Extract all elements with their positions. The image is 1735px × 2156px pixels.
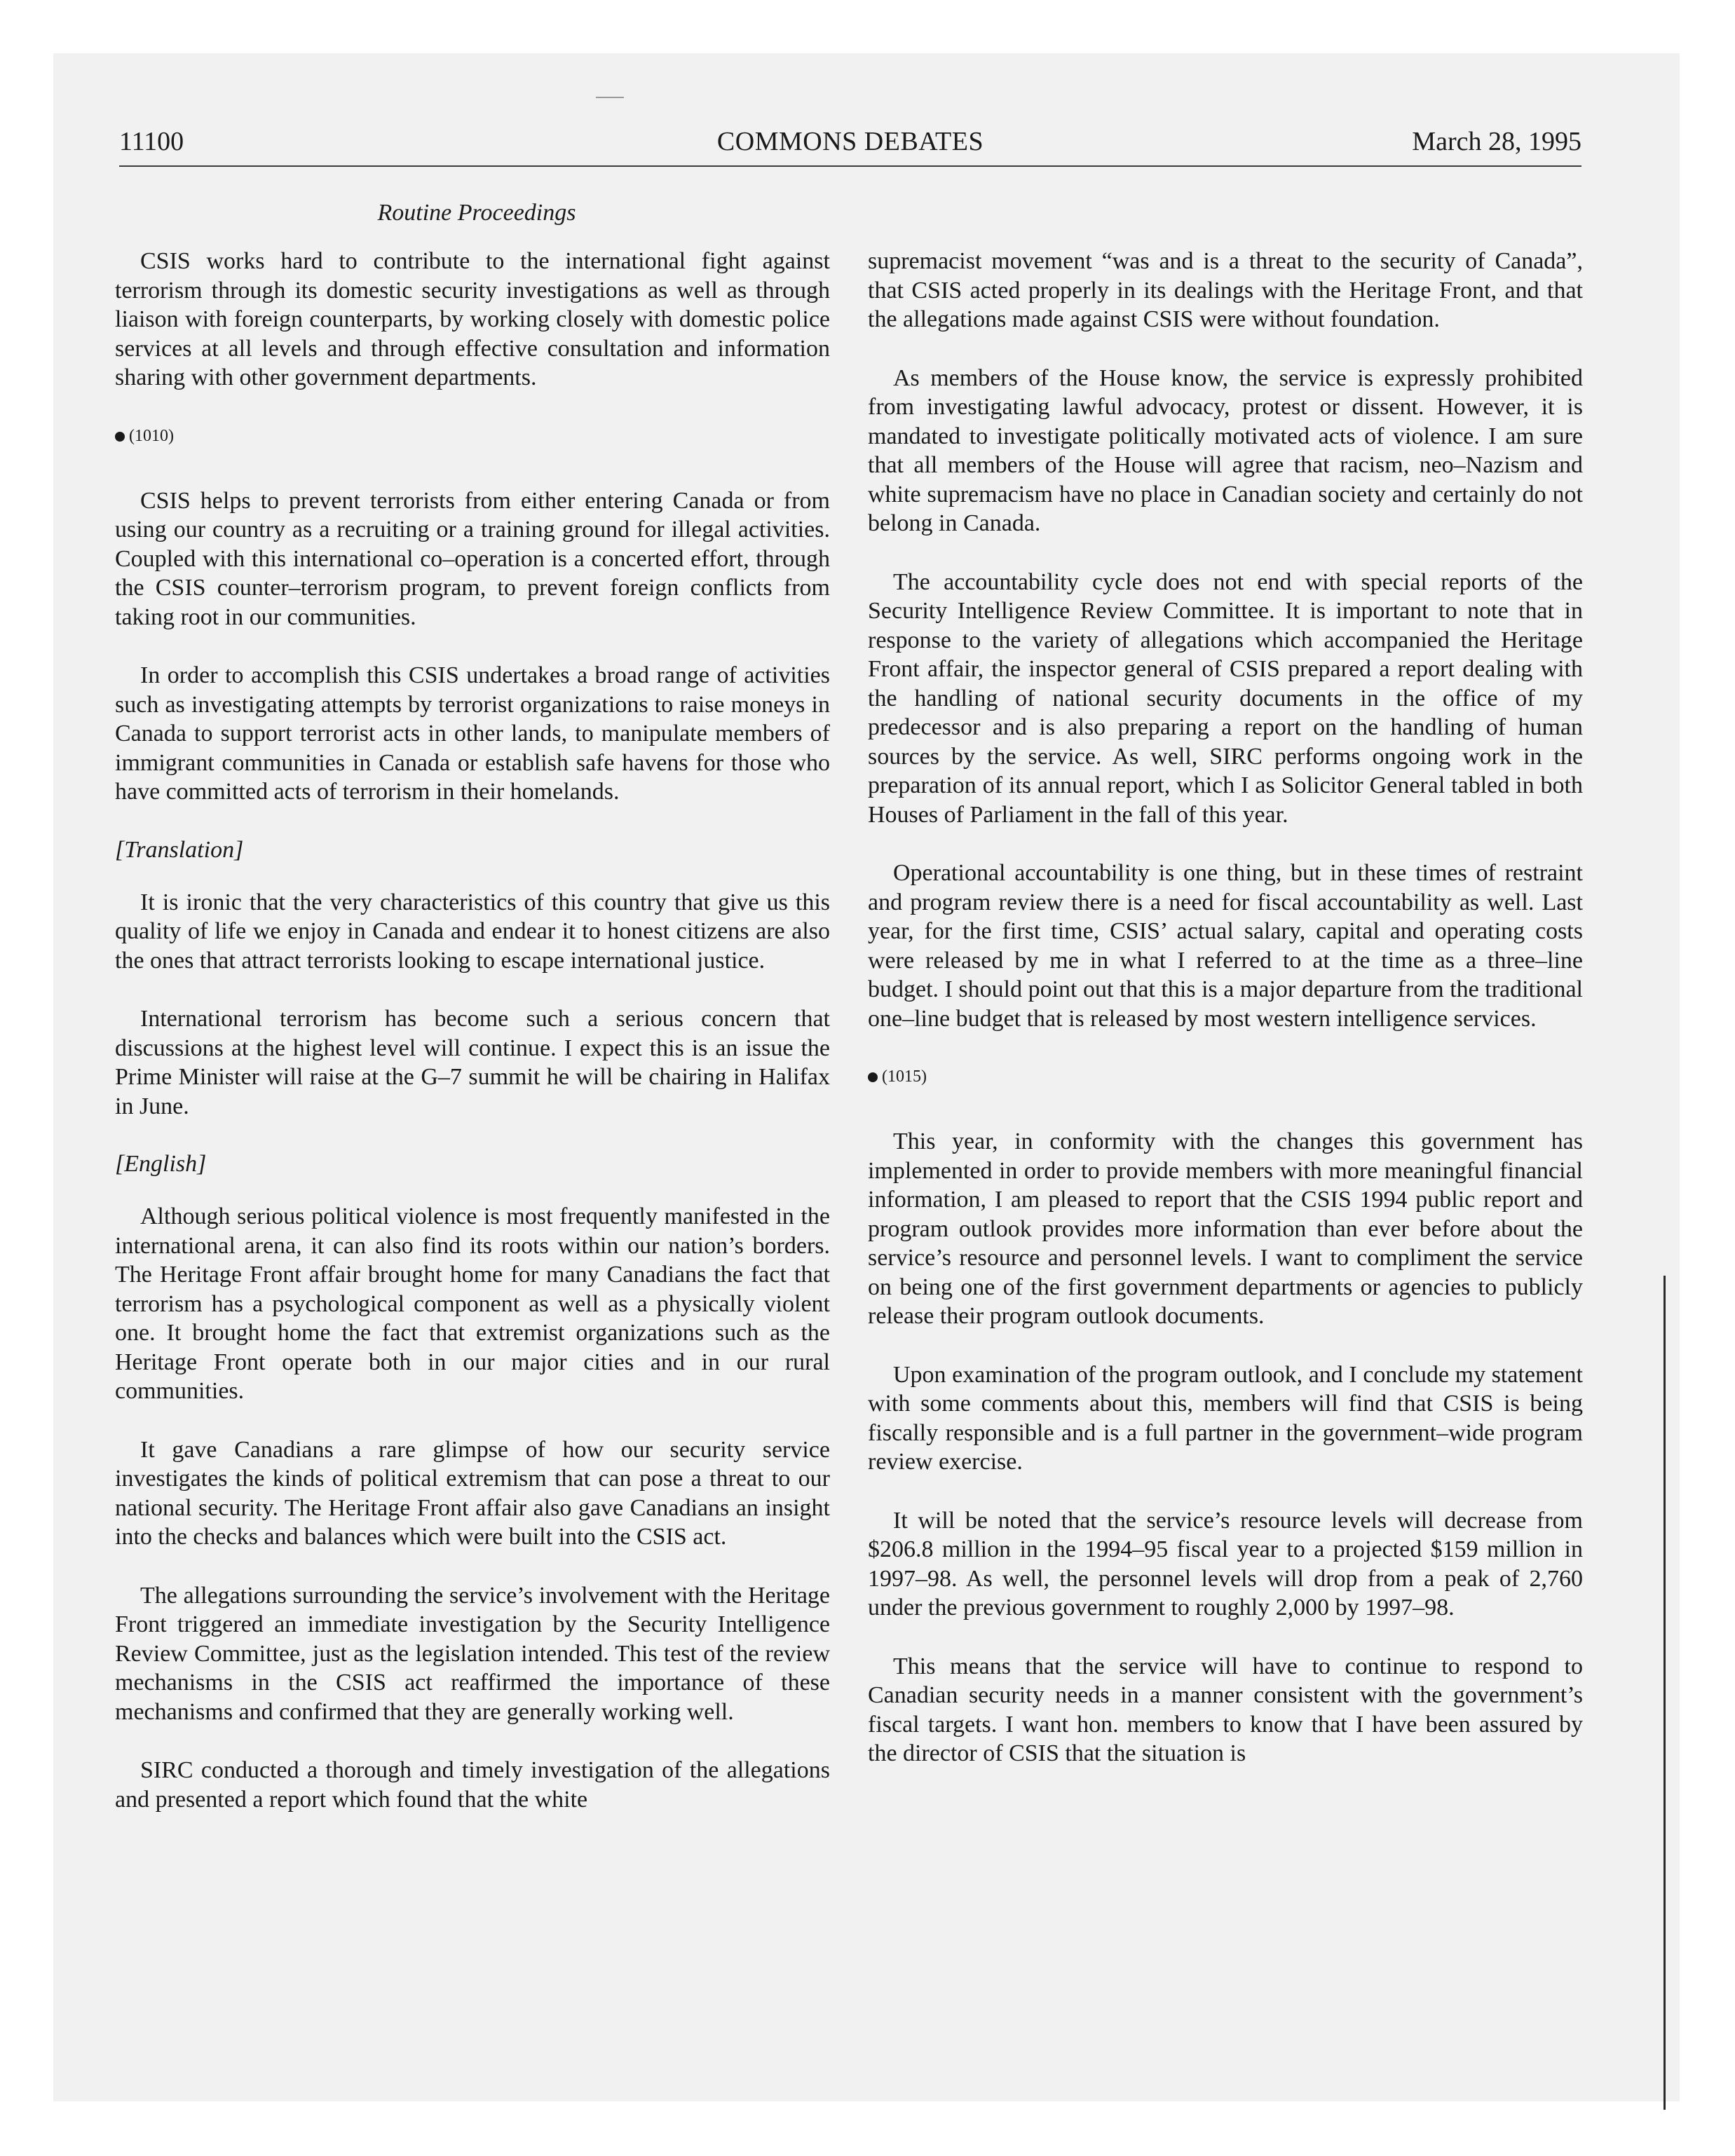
paragraph: It gave Canadians a rare glimpse of how our security service investigates the kinds of political extremism that can pose a threat to our national security. The Heritage Front affair also gave Canadians an insight into the checks and balances which were built into the CSIS act. <box>115 1436 830 1550</box>
page-number: 11100 <box>119 127 184 156</box>
time-marker <box>115 422 830 450</box>
left-column <box>115 247 830 1814</box>
publication-title: COMMONS DEBATES <box>716 127 984 156</box>
time-marker-label: (1010) <box>129 426 174 445</box>
paragraph: Although serious political violence is most frequently manifested in the international arena, it can also find its roots within our nation’s borders. The Heritage Front affair brought home for many Canadians the fact that terrorism has a psychological component as well as a physically violent one. It brought home the fact that extremist organizations such as the Heritage Front operate both in our major cities and in our rural communities. <box>115 1203 830 1404</box>
page-header <box>119 126 1581 165</box>
scan-mark <box>596 97 624 98</box>
paragraph: supremacist movement “was and is a threat to the security of Canada”, that CSIS acted properly in its dealings with the Heritage Front, and that the allegations made against CSIS were without foundation. <box>868 248 1583 332</box>
language-tag: [Translation] <box>115 836 244 863</box>
scan-edge-line <box>1663 1276 1666 2110</box>
paragraph: It is ironic that the very characteristics of this country that give us this quality of life we enjoy in Canada and endear it to honest citizens are also the ones that attract terrorists looking to escape international justice. <box>115 889 830 974</box>
right-column <box>868 247 1583 1768</box>
paragraph: In order to accomplish this CSIS undertakes a broad range of activities such as investigating attempts by terrorist organizations to raise moneys in Canada to support terrorist acts in other lands, to manipulate members of immigrant communities in Canada or establish safe havens for those who have committed acts of terrorism in their homelands. <box>115 662 830 805</box>
language-tag: [English] <box>115 1151 207 1177</box>
time-marker <box>868 1063 1583 1091</box>
paragraph: This year, in conformity with the changes this government has implemented in order to provide members with more meaningful financial information, I am pleased to report that the CSIS 1994 public report and program outlook provides more information than ever before about the service’s resource and personnel levels. I want to compliment the service on being one of the first government departments or agencies to publicly release their program outlook documents. <box>868 1128 1583 1329</box>
issue-date: March 28, 1995 <box>1412 127 1581 156</box>
paragraph: This means that the service will have to continue to respond to Canadian security needs in a manner consistent with the government’s fiscal targets. I want hon. members to know that I have been assured by the director of CSIS that the situation is <box>868 1653 1583 1766</box>
paragraph: SIRC conducted a thorough and timely investigation of the allegations and presented a report which found that the white <box>115 1757 830 1813</box>
paragraph: CSIS works hard to contribute to the international fight against terrorism through its domestic security investigations as well as through liaison with foreign counterparts, by working closely with domestic police services at all levels and through effective consultation and information sharing with other government departments. <box>115 248 830 390</box>
paragraph: International terrorism has become such a serious concern that discussions at the highest level will continue. I expect this is an issue the Prime Minister will raise at the G–7 summit he will be chairing in Halifax in June. <box>115 1006 830 1119</box>
paragraph: As members of the House know, the service is expressly prohibited from investigating lawful advocacy, protest or dissent. However, it is mandated to investigate politically motivated acts of violence. I am sure that all members of the House will agree that racism, neo–Nazism and white supremacism have no place in Canadian society and certainly do not belong in Canada. <box>868 364 1583 536</box>
bullet-icon <box>868 1072 878 1082</box>
section-heading: Routine Proceedings <box>377 200 576 226</box>
paragraph: Upon examination of the program outlook, and I conclude my statement with some comments about this, members will find that CSIS is being fiscally responsible and is a full partner in the government–wide program review exercise. <box>868 1361 1583 1475</box>
paragraph: CSIS helps to prevent terrorists from either entering Canada or from using our country as a recruiting or a training ground for illegal activities. Coupled with this international co–operation is a concerted effort, through the CSIS counter–terrorism program, to prevent foreign conflicts from taking root in our communities. <box>115 487 830 630</box>
paragraph: The accountability cycle does not end with special reports of the Security Intelligence Review Committee. It is important to note that in response to the variety of allegations which accompanied the Heritage Front affair, the inspector general of CSIS prepared a report dealing with the handling of national security documents in the office of my predecessor and is also preparing a report on the handling of human sources by the service. As well, SIRC performs ongoing work in the preparation of its annual report, which I as Solicitor General tabled in both Houses of Parliament in the fall of this year. <box>868 568 1583 828</box>
paragraph: The allegations surrounding the service’s involvement with the Heritage Front triggered an immediate investigation by the Security Intelligence Review Committee, just as the legislation intended. This test of the review mechanisms in the CSIS act reaffirmed the importance of these mechanisms and confirmed that they are generally working well. <box>115 1582 830 1725</box>
bullet-icon <box>115 432 125 442</box>
time-marker-label: (1015) <box>882 1067 927 1086</box>
header-rule <box>119 165 1581 167</box>
paragraph: It will be noted that the service’s resource levels will decrease from $206.8 million in the 1994–95 fiscal year to a projected $159 million in 1997–98. As well, the personnel levels will drop from a peak of 2,760 under the previous government to roughly 2,000 by 1997–98. <box>868 1507 1583 1621</box>
paragraph: Operational accountability is one thing, but in these times of restraint and program review there is a need for fiscal accountability as well. Last year, for the first time, CSIS’ actual salary, capital and operating costs were released by me in what I referred to at the time as a three–line budget. I should point out that this is a major departure from the traditional one–line budget that is released by most western intelligence services. <box>868 860 1583 1032</box>
